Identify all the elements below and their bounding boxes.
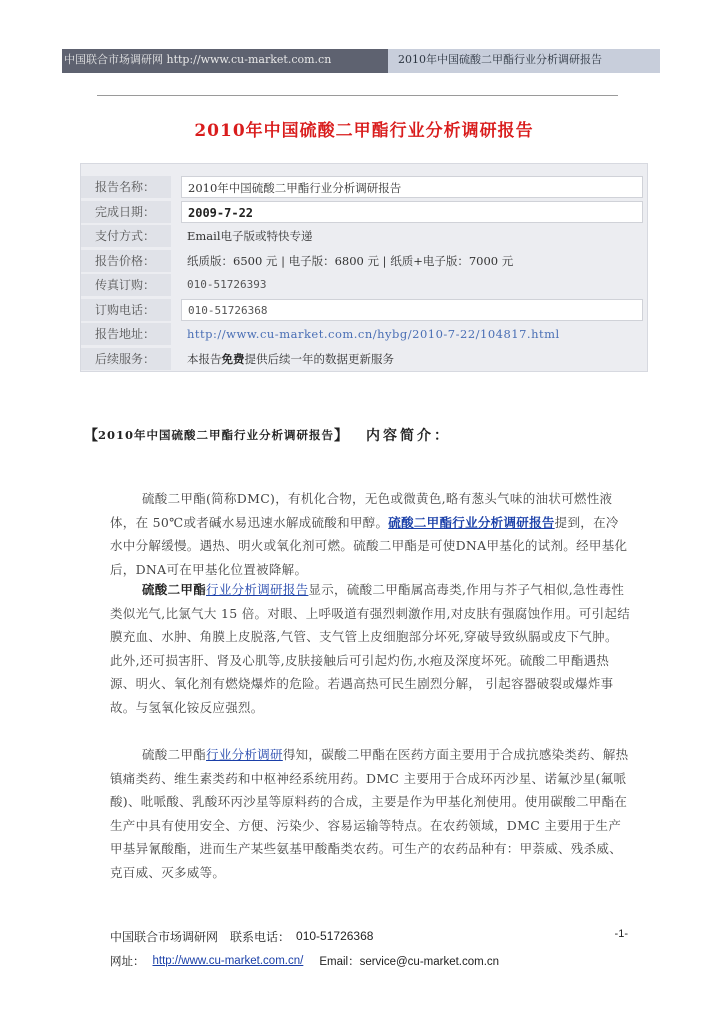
info-row-phone [81, 297, 649, 323]
p2-bold-text: 硫酸二甲酯 [142, 582, 207, 597]
intro-report-title: 2010年中国硫酸二甲酯行业分析调研报告 [98, 428, 335, 442]
intro-heading [84, 424, 451, 446]
info-value: 纸质版：6500 元 | 电子版：6800 元 | 纸质+电子版：7000 元 [187, 254, 514, 268]
info-value [181, 348, 649, 370]
page-title: 2010年中国硫酸二甲酯行业分析调研报告 [194, 121, 534, 141]
paragraph-2 [110, 578, 630, 719]
info-label: 完成日期： [81, 201, 171, 223]
p3-text-a: 硫酸二甲酯 [142, 747, 207, 762]
paragraph-1 [110, 487, 630, 581]
info-value: 010-51726368 [181, 299, 643, 321]
report-info-table [80, 163, 648, 372]
footer-phone: 010-51726368 [296, 929, 374, 943]
service-free-text: 免费 [221, 352, 245, 366]
info-row-price [81, 248, 649, 274]
p1-text-a: 硫酸二甲酯(简称DMC)，有机化合物，无色或微黄色,略有葱头气味的油状可燃性液体，在 50℃或者碱水易迅速水解成硫酸和甲醇。 [110, 491, 613, 530]
p3-text-b: 得知，碳酸二甲酯在医药方面主要用于合成抗感染类药、解热镇痛类药、维生素类药和中枢神经系统用药。DMC 主要用于合成环丙沙星、诺氟沙星(氟哌酸)、吡哌酸、乳酸环丙沙星等原料药的合成，主要是作为甲基化剂使用。使用碳酸二甲酯在生产中具有使用安全、方便、污染少、容易运输等特点。在农药领域，DMC 主要用于生产甲基异氰酸酯，进而生产某些氨基甲酸酯类农药。可生产的农药品种有：甲萘威、残杀威、克百威、灭多威等。 [110, 747, 629, 880]
info-label: 支付方式： [81, 225, 171, 247]
info-row-service [81, 346, 649, 372]
info-value: 2010年中国硫酸二甲酯行业分析调研报告 [181, 176, 643, 198]
intro-label: 内容简介： [366, 428, 452, 444]
info-row-name [81, 174, 649, 200]
info-label: 报告地址： [81, 323, 171, 345]
footer-phone-label: 联系电话： [230, 929, 291, 944]
bracket-close: 】 [334, 428, 349, 444]
page-footer [110, 926, 630, 971]
document-header-bar [62, 49, 660, 73]
header-divider [97, 95, 618, 96]
info-label: 报告价格： [81, 250, 171, 272]
info-label: 传真订购： [81, 274, 171, 296]
footer-web-line [110, 951, 630, 971]
info-value: 010-51726393 [187, 278, 267, 291]
service-text-before: 本报告 [187, 352, 222, 366]
footer-contact-line [110, 926, 630, 946]
paragraph-3 [110, 743, 630, 884]
info-value: Email电子版或特快专递 [187, 229, 313, 243]
p2-report-link[interactable]: 行业分析调研报告 [206, 582, 309, 597]
p2-text-b: 显示，硫酸二甲酯属高毒类,作用与芥子气相似,急性毒性类似光气,比氯气大 15 倍。对眼、上呼吸道有强烈刺激作用,对皮肤有强腐蚀作用。可引起结膜充血、水肿、角膜上皮脱落,气管、支气管上皮细胞部分坏死,穿破导致纵膈或皮下气肿。此外,还可损害肝、肾及心肌等,皮肤接触后可引起灼伤,水疱及深度坏死。硫酸二甲酯遇热源、明火、氧化剂有燃烧爆炸的危险。若遇高热可民生剧烈分解， 引起容器破裂或爆炸事故。与氢氧化铵反应强烈。 [110, 582, 631, 715]
footer-org: 中国联合市场调研网 [110, 929, 219, 944]
info-row-fax [81, 272, 649, 298]
page-number: -1- [614, 928, 628, 940]
info-label: 报告名称： [81, 176, 171, 198]
footer-site-label: 网址： [110, 954, 145, 968]
header-report-title: 2010年中国硫酸二甲酯行业分析调研报告 [388, 49, 660, 73]
report-address-link[interactable]: http://www.cu-market.com.cn/hybg/2010-7-22/104817.html [187, 327, 560, 341]
header-site-text: 中国联合市场调研网 http://www.cu-market.com.cn [64, 53, 332, 66]
p3-report-link[interactable]: 行业分析调研 [206, 747, 283, 762]
info-row-date [81, 199, 649, 225]
footer-email[interactable]: Email：service@cu-market.com.cn [319, 956, 500, 968]
info-label: 后续服务： [81, 348, 171, 370]
p1-text-b: 提到，在冷水中分解缓慢。遇热、明火或氧化剂可燃。硫酸二甲酯是可使DNA甲基化的试剂。经甲基化后，DNA可在甲基化位置被降解。 [110, 514, 628, 577]
info-row-payment [81, 223, 649, 249]
p1-report-link[interactable]: 硫酸二甲酯行业分析调研报告 [388, 514, 555, 530]
footer-site-link[interactable]: http://www.cu-market.com.cn/ [152, 955, 304, 967]
service-text-after: 提供后续一年的数据更新服务 [244, 352, 394, 366]
info-value: 2009-7-22 [181, 201, 643, 223]
info-row-address [81, 321, 649, 347]
info-label: 订购电话： [81, 299, 171, 321]
bracket-open: 【 [84, 428, 98, 444]
